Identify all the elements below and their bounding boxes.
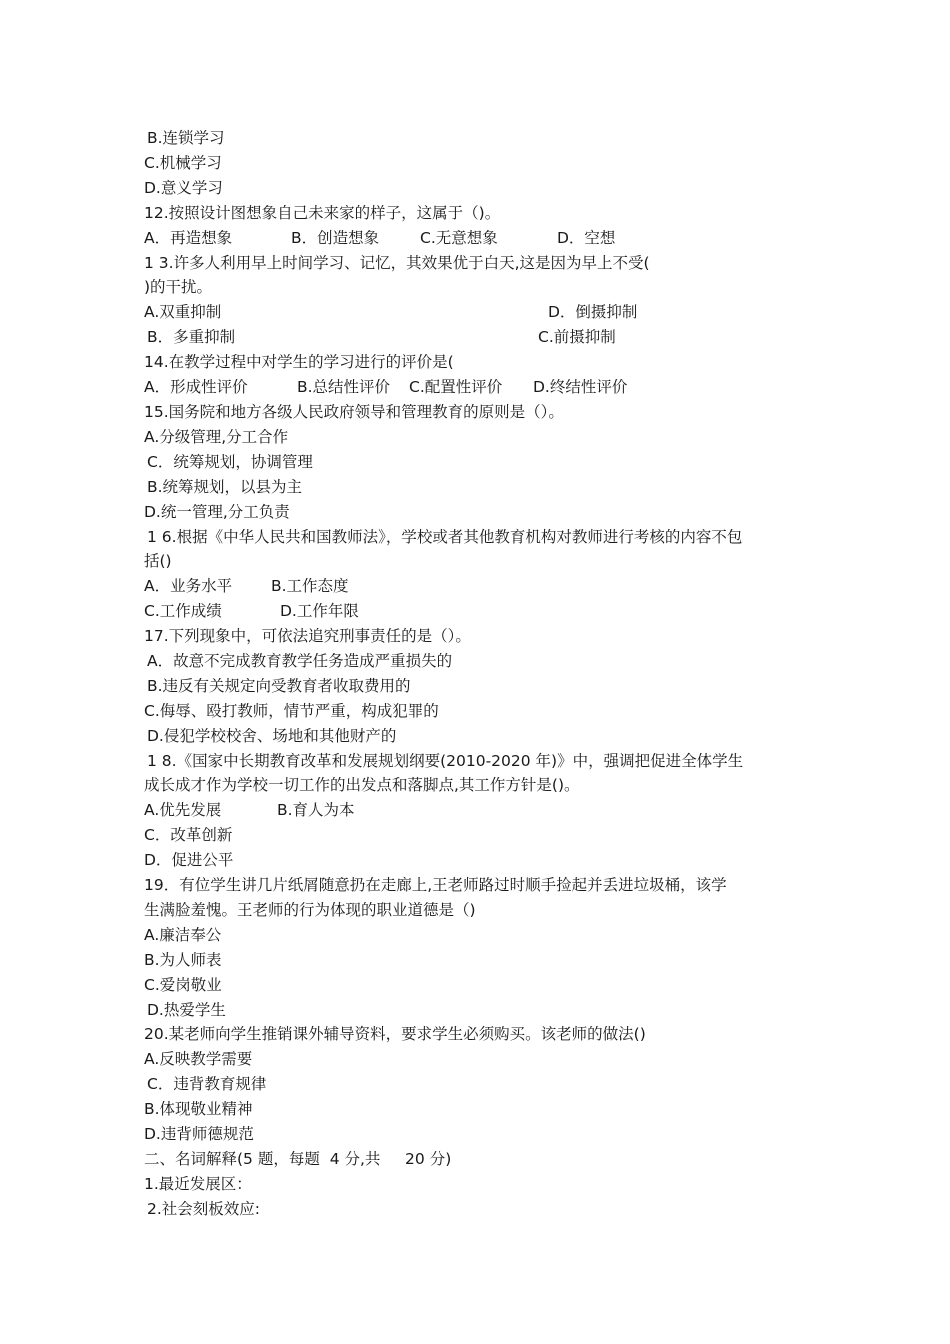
q20-option-a: A.反映教学需要 [144, 1050, 253, 1068]
q12-option-d: D．空想 [557, 229, 616, 247]
q16-stem-line2: 括() [144, 552, 172, 570]
q11-option-d: D.意义学习 [144, 179, 223, 197]
q19-stem-line2: 生满脸羞愧。王老师的行为体现的职业道德是（) [144, 901, 476, 919]
q15-option-a: A.分级管理,分工合作 [144, 428, 289, 446]
q13-option-d: D．倒摄抑制 [548, 303, 638, 321]
q18-stem-line1: 1 8.《国家中长期教育改革和发展规划纲要(2010-2020 年)》中，强调把促进全体学生 [147, 752, 744, 770]
q16-option-a: A．业务水平 [144, 577, 233, 595]
q17-stem: 17.下列现象中，可依法追究刑事责任的是（）。 [144, 627, 471, 645]
q18-option-d: D．促进公平 [144, 851, 234, 869]
q19-option-a: A.廉洁奉公 [144, 926, 222, 944]
q13-stem-line1: 1 3.许多人利用早上时间学习、记忆，其效果优于白天,这是因为早上不受( [144, 254, 650, 272]
q18-option-c: C．改革创新 [144, 826, 233, 844]
q15-option-d: D.统一管理,分工负责 [144, 503, 290, 521]
q20-option-c: C．违背教育规律 [147, 1075, 267, 1093]
q17-option-d: D.侵犯学校校舍、场地和其他财产的 [147, 727, 397, 745]
q20-stem: 20.某老师向学生推销课外辅导资料，要求学生必须购买。该老师的做法() [144, 1025, 646, 1043]
q19-option-c: C.爱岗敬业 [144, 976, 222, 994]
q13-option-a: A.双重抑制 [144, 303, 222, 321]
q20-option-d: D.违背师德规范 [144, 1125, 254, 1143]
q11-option-c: C.机械学习 [144, 154, 222, 172]
section2-heading: 二、名词解释(5 题，每题 4 分,共 20 分) [144, 1150, 452, 1168]
q12-option-a: A．再造想象 [144, 229, 233, 247]
q14-option-a: A．形成性评价 [144, 378, 248, 396]
q12-option-c: C.无意想象 [420, 229, 498, 247]
q16-option-c: C.工作成绩 [144, 602, 222, 620]
q15-option-b: B.统筹规划，以县为主 [147, 478, 303, 496]
q14-option-b: B.总结性评价 [297, 378, 391, 396]
q13-option-c: C.前摄抑制 [538, 328, 616, 346]
q13-stem-line2: )的干扰。 [144, 278, 213, 296]
q11-option-b: B.连锁学习 [147, 129, 225, 147]
q12-option-b: B．创造想象 [291, 229, 380, 247]
q18-option-b: B.育人为本 [277, 801, 355, 819]
q17-option-b: B.违反有关规定向受教育者收取费用的 [147, 677, 411, 695]
q17-option-c: C.侮辱、殴打教师，情节严重，构成犯罪的 [144, 702, 439, 720]
q19-option-d: D.热爱学生 [147, 1001, 226, 1019]
q19-stem-line1: 19．有位学生讲几片纸屑随意扔在走廊上,王老师路过时顺手捡起并丢进垃圾桶，该学 [144, 876, 727, 894]
q16-option-b: B.工作态度 [271, 577, 349, 595]
q14-option-c: C.配置性评价 [409, 378, 503, 396]
q16-option-d: D.工作年限 [280, 602, 359, 620]
q15-stem: 15.国务院和地方各级人民政府领导和管理教育的原则是（）。 [144, 403, 564, 421]
q16-stem-line1: 1 6.根据《中华人民共和国教师法》，学校或者其他教育机构对教师进行考核的内容不包 [147, 528, 743, 546]
q14-stem: 14.在教学过程中对学生的学习进行的评价是( [144, 353, 454, 371]
q15-option-c: C．统筹规划，协调管理 [147, 453, 313, 471]
section2-term-2: 2.社会刻板效应: [147, 1200, 261, 1218]
q12-stem: 12.按照设计图想象自己未来家的样子，这属于（)。 [144, 204, 501, 222]
q18-stem-line2: 成长成才作为学校一切工作的出发点和落脚点,其工作方针是()。 [144, 776, 580, 794]
q13-option-b: B．多重抑制 [147, 328, 236, 346]
q19-option-b: B.为人师表 [144, 951, 222, 969]
q14-option-d: D.终结性评价 [533, 378, 628, 396]
q17-option-a: A．故意不完成教育教学任务造成严重损失的 [147, 652, 453, 670]
q20-option-b: B.体现敬业精神 [144, 1100, 253, 1118]
section2-term-1: 1.最近发展区： [144, 1175, 252, 1193]
q18-option-a: A.优先发展 [144, 801, 222, 819]
